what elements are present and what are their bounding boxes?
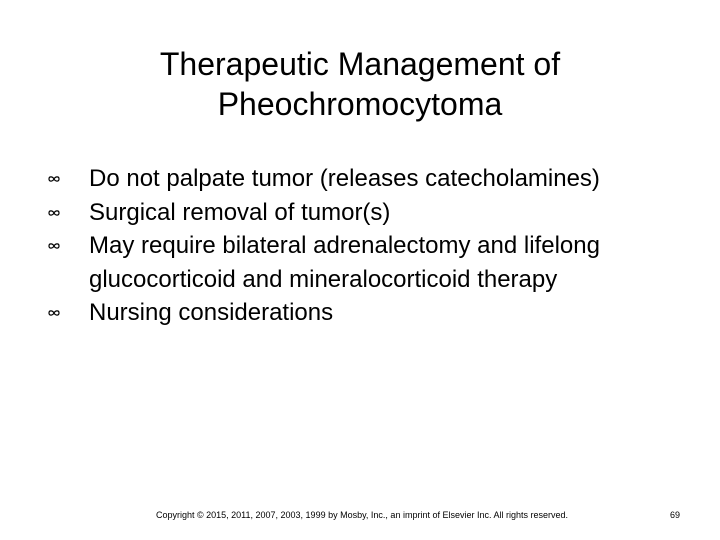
infinity-bullet-icon: [48, 175, 60, 183]
copyright-footer: Copyright © 2015, 2011, 2007, 2003, 1999 by Mosby, Inc., an imprint of Elsevier Inc. All rights reserved.: [155, 510, 569, 520]
title-line-2: Pheochromocytoma: [217, 86, 503, 122]
slide-title: [60, 44, 660, 124]
bullet-text: Surgical removal of tumor(s): [89, 198, 391, 226]
bullet-text: Do not palpate tumor (releases catecholamines): [89, 165, 600, 192]
bullet-item: [0, 229, 720, 296]
title-line-1: Therapeutic Management of: [159, 46, 561, 82]
page-number: 69: [669, 510, 680, 520]
bullet-item: [0, 296, 720, 330]
infinity-bullet-icon: [48, 209, 60, 217]
bullet-text: Nursing considerations: [89, 299, 334, 327]
bullet-item: [0, 196, 720, 230]
infinity-bullet-icon: [48, 309, 60, 317]
bullet-text: May require bilateral adrenalectomy and lifelong glucocorticoid and mineralocorticoid therapy: [89, 232, 600, 293]
bullet-list: [0, 162, 720, 330]
bullet-item: [0, 162, 720, 196]
infinity-bullet-icon: [48, 242, 60, 250]
